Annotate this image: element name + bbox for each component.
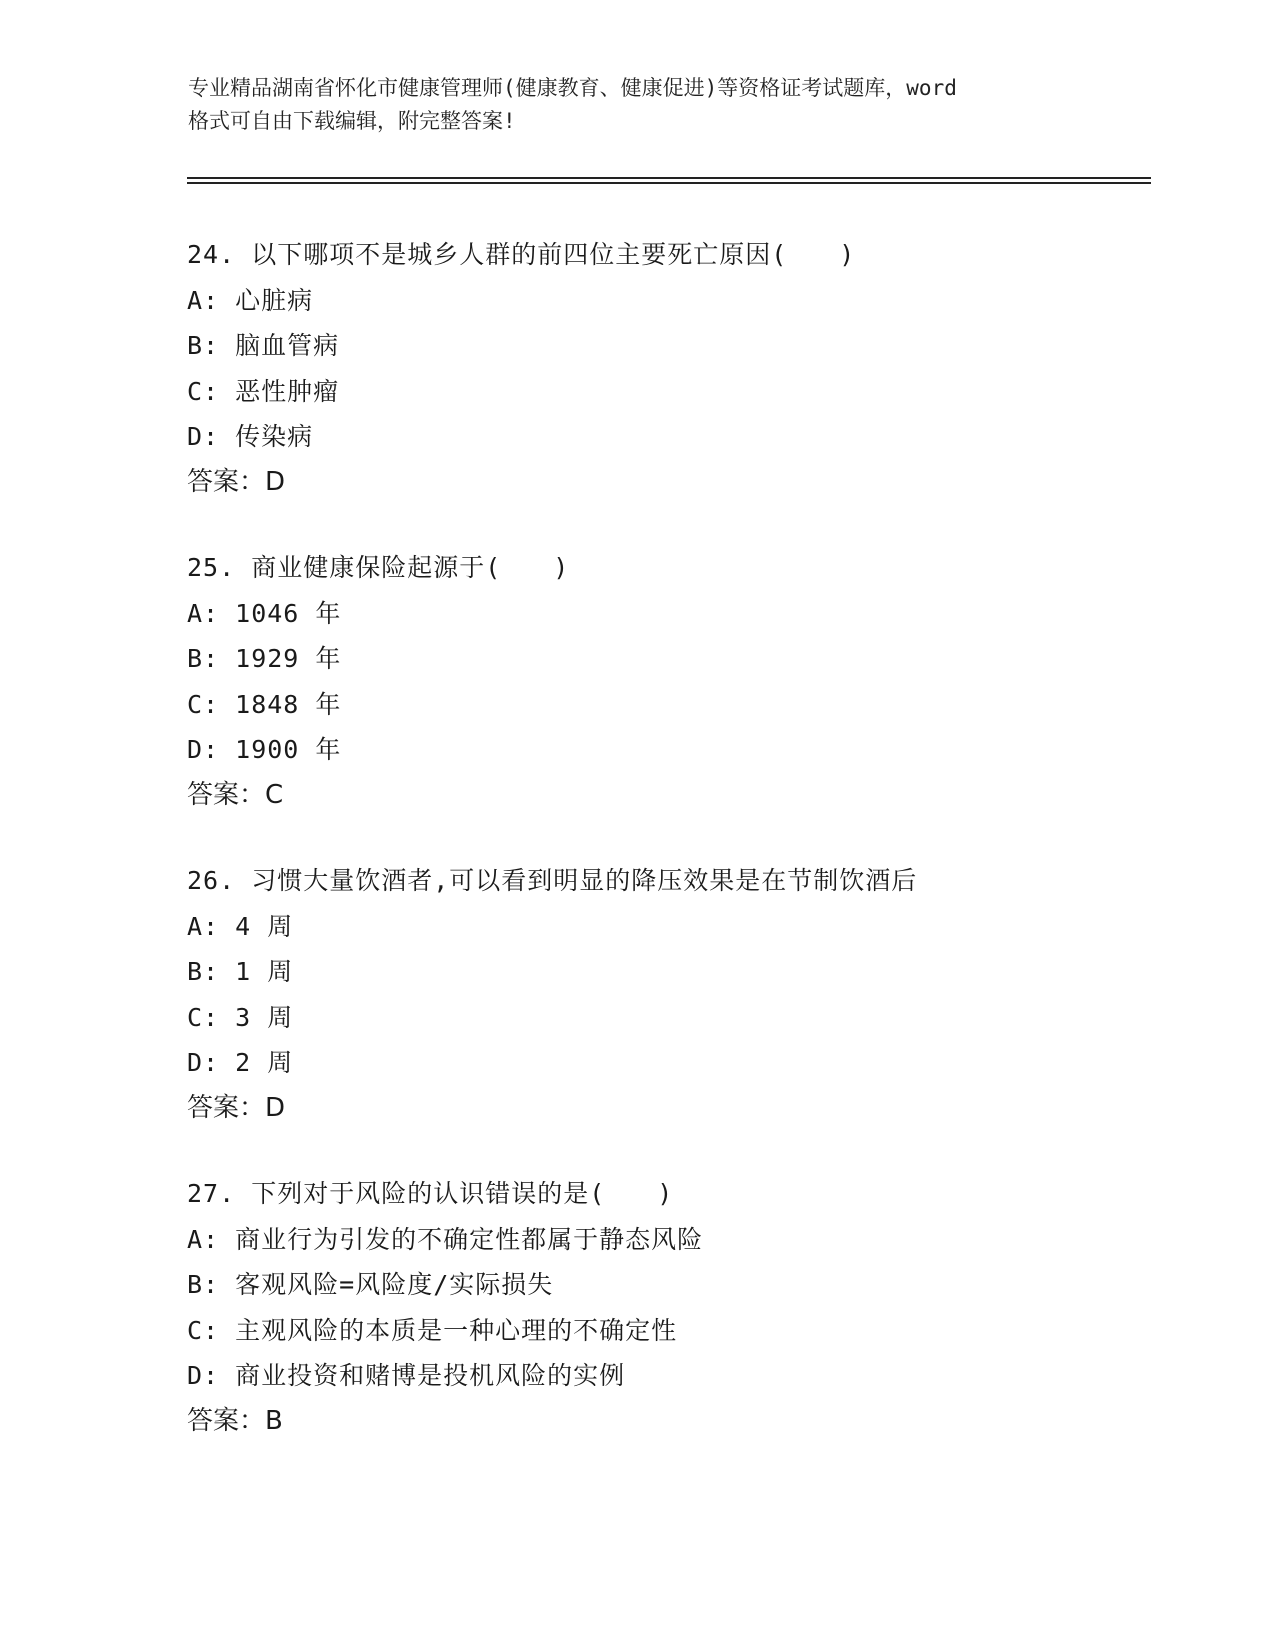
option-b: B: 1929 年 — [187, 644, 342, 673]
option-d: D: 传染病 — [187, 422, 314, 451]
question-text: 27. 下列对于风险的认识错误的是( ) — [187, 1179, 674, 1208]
question-24 — [187, 232, 1147, 505]
header-divider-bottom — [187, 182, 1151, 184]
answer: 答案：D — [187, 1092, 286, 1123]
question-26 — [187, 858, 1147, 1131]
option-b: B: 客观风险=风险度/实际损失 — [187, 1270, 554, 1299]
option-c: C: 3 周 — [187, 1002, 294, 1032]
option-a: A: 商业行为引发的不确定性都属于静态风险 — [187, 1224, 704, 1254]
question-27 — [187, 1171, 1147, 1444]
question-text: 25. 商业健康保险起源于( ) — [187, 553, 570, 582]
answer: 答案：B — [187, 1405, 283, 1436]
document-header — [188, 72, 1088, 138]
option-a: A: 4 周 — [187, 911, 294, 941]
option-d: D: 商业投资和赌博是投机风险的实例 — [187, 1361, 626, 1390]
question-text: 24. 以下哪项不是城乡人群的前四位主要死亡原因( ) — [187, 240, 856, 269]
option-c: C: 1848 年 — [187, 689, 342, 719]
answer: 答案：D — [187, 466, 286, 497]
option-d: D: 2 周 — [187, 1048, 294, 1077]
header-line-2: 格式可自由下载编辑，附完整答案! — [188, 109, 516, 133]
question-25 — [187, 545, 1147, 818]
option-b: B: 1 周 — [187, 957, 294, 986]
option-c: C: 主观风险的本质是一种心理的不确定性 — [187, 1315, 678, 1345]
answer: 答案：C — [187, 779, 284, 810]
question-list — [187, 232, 1147, 1484]
option-a: A: 心脏病 — [187, 285, 314, 315]
option-b: B: 脑血管病 — [187, 331, 340, 360]
option-c: C: 恶性肿瘤 — [187, 376, 340, 406]
header-line-1: 专业精品湖南省怀化市健康管理师(健康教育、健康促进)等资格证考试题库，word — [188, 76, 957, 100]
header-divider-top — [187, 177, 1151, 179]
option-d: D: 1900 年 — [187, 735, 342, 764]
option-a: A: 1046 年 — [187, 598, 342, 628]
question-text: 26. 习惯大量饮酒者,可以看到明显的降压效果是在节制饮酒后 — [187, 866, 918, 895]
